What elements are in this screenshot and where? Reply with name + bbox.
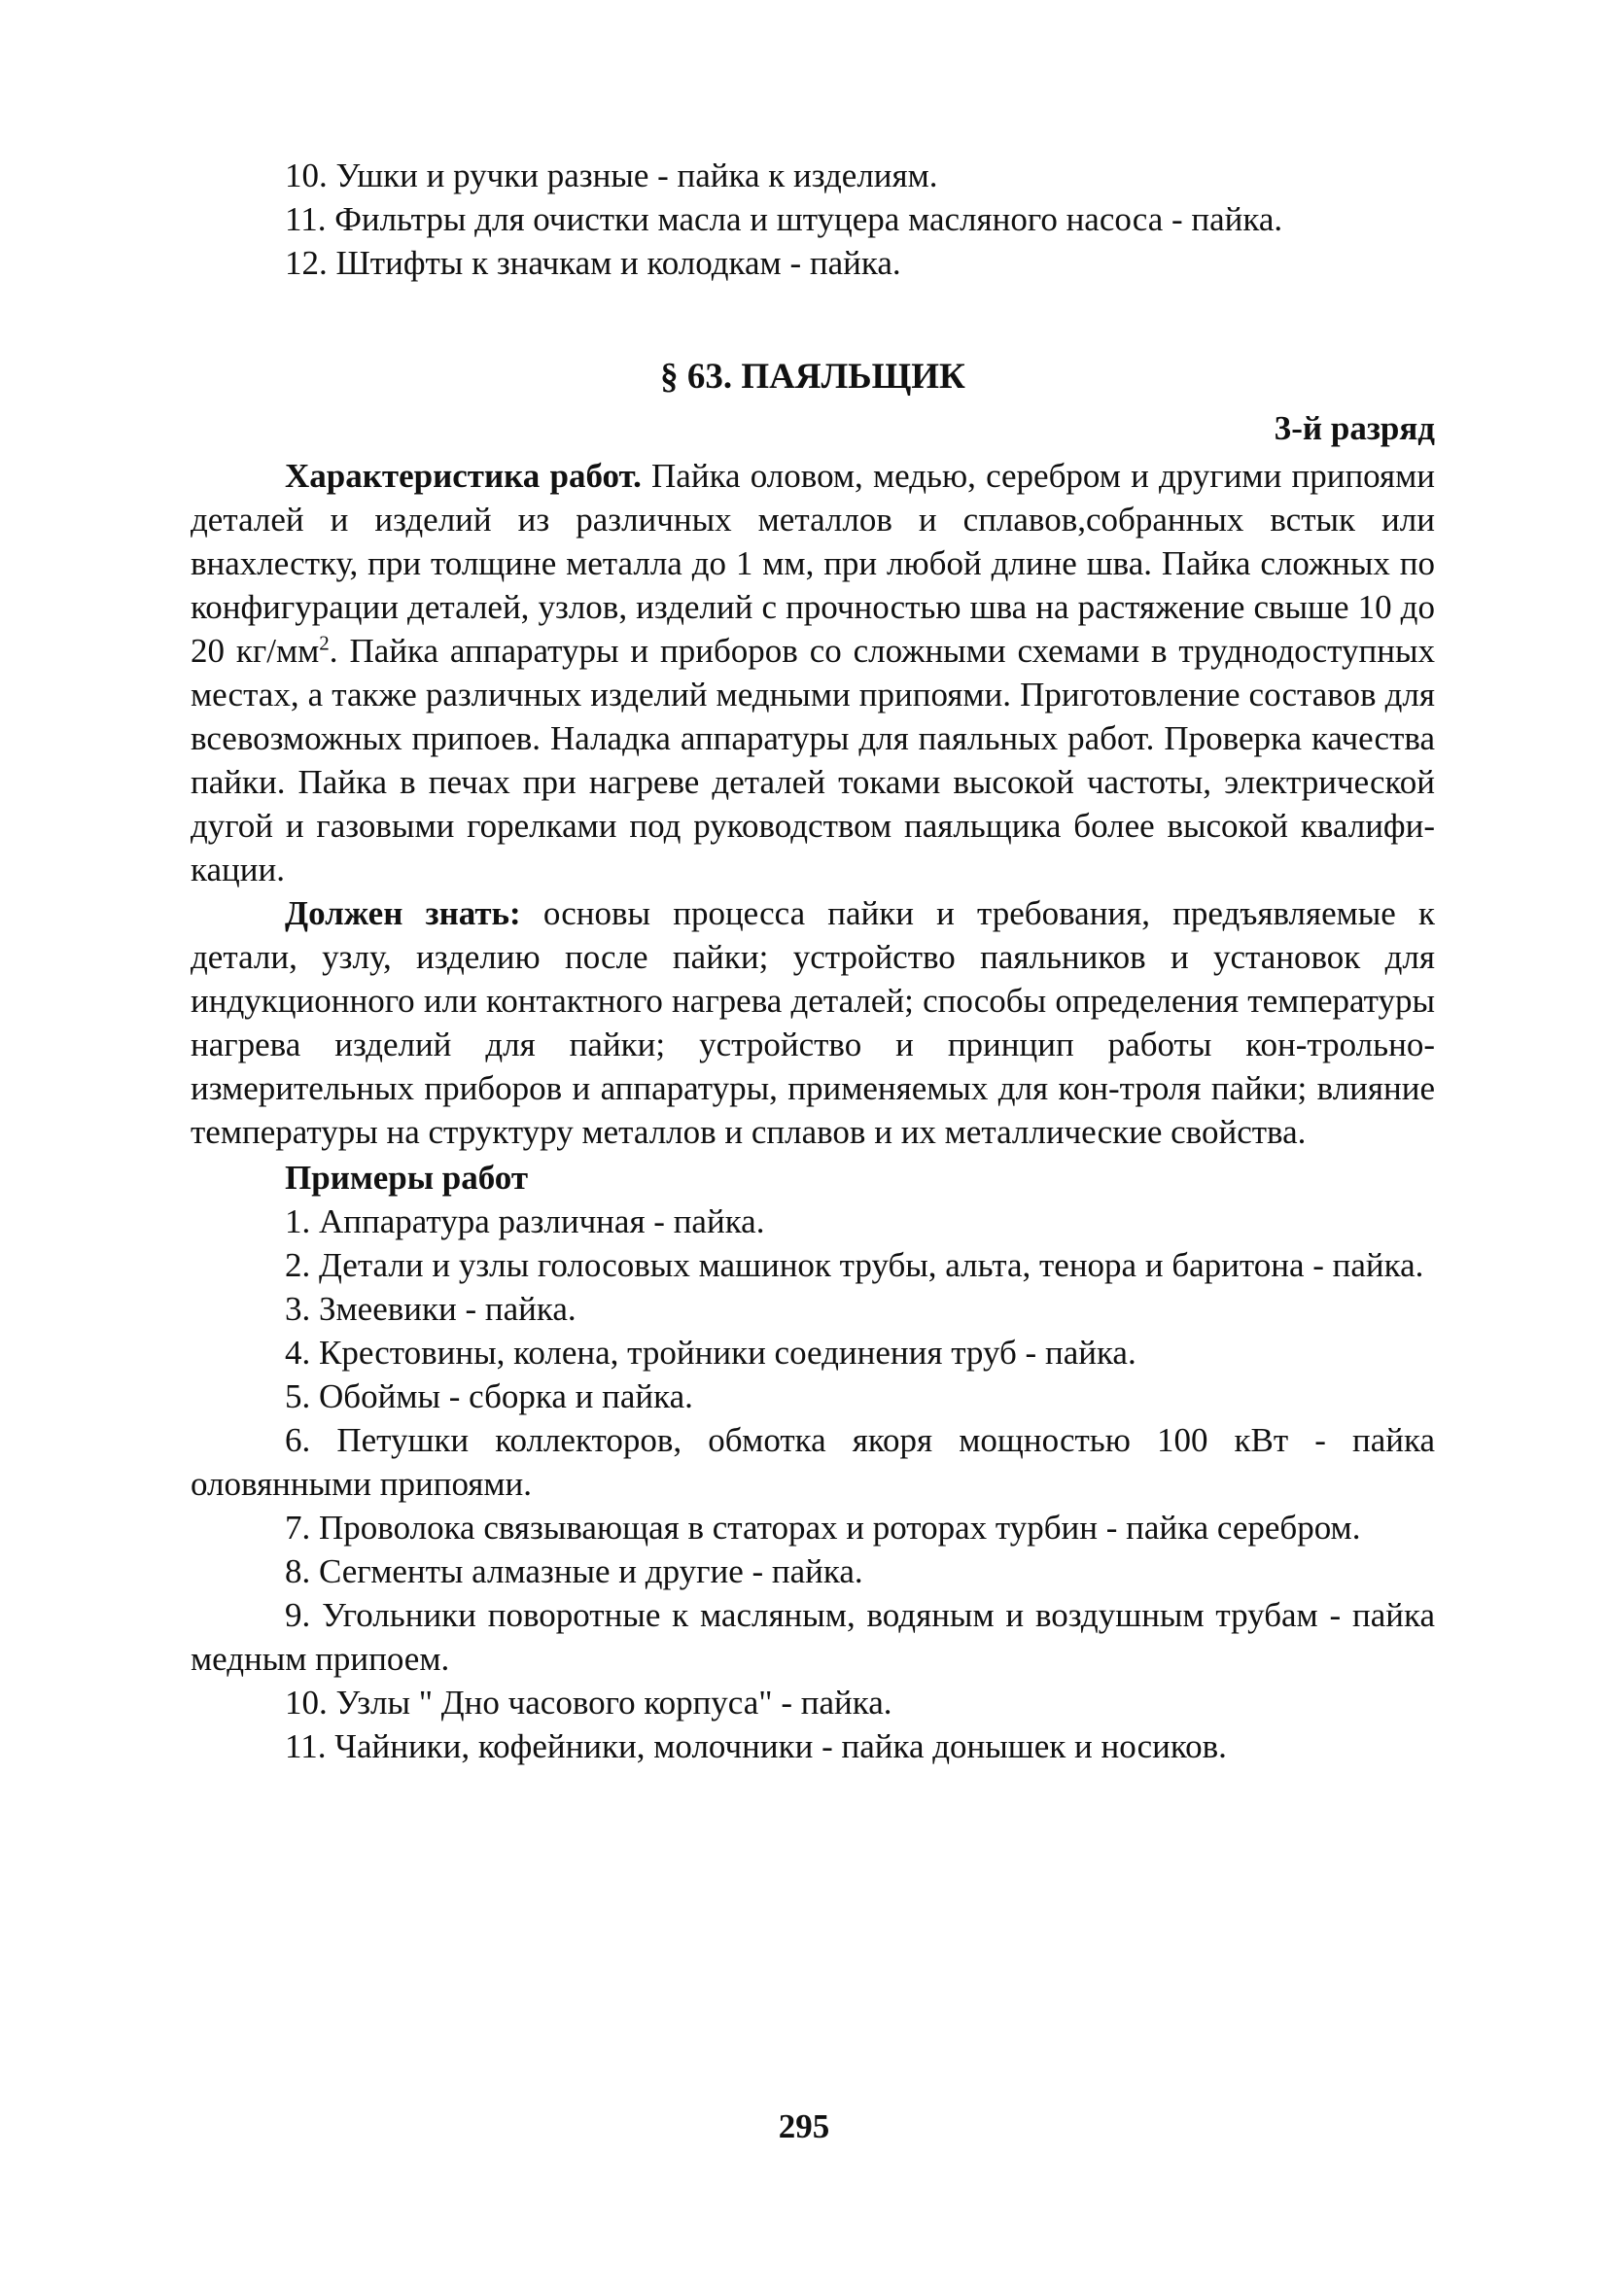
list-item: 10. Узлы " Дно часового корпуса" - пайка. xyxy=(285,1684,892,1722)
examples-heading: Примеры работ xyxy=(285,1159,529,1197)
page-number: 295 xyxy=(778,2107,830,2145)
list-item: 3. Змеевики - пайка. xyxy=(285,1290,577,1328)
list-item: 8. Сегменты алмазные и другие - пайка. xyxy=(285,1552,863,1590)
knowledge-text: основы процесса пайки и требования, предъявляемые к детали, узлу, изделию после пайки; устройство паяльников и установок для индукционного или контактного нагрева деталей; способы определения температуры нагрева изделий для пайки; устройство и принцип работы кон-трольно-измерительных приборов и аппаратуры, применяемых для кон-троля пайки; влияние температуры на структуру металлов и сплавов и их металлические свойства. xyxy=(191,894,1435,1151)
grade-label: 3-й разряд xyxy=(1274,409,1435,447)
superscript-exponent: 2 xyxy=(319,631,330,655)
list-item: 12. Штифты к значкам и колодкам - пайка. xyxy=(285,244,901,282)
knowledge-paragraph xyxy=(191,891,1435,1154)
list-item: 10. Ушки и ручки разные - пайка к изделиям. xyxy=(285,157,938,194)
characteristics-text-part-1: Пайка оловом, медью, серебром и другими припоями деталей и изделий из различных металлов и сплавов,собранных встык или внахлестку, при толщине металла до 1 мм, при любой длине шва. Пайка сложных по конфигурации деталей, узлов, изделий с прочностью шва на растяжение свыше 10 до 20 кг/мм xyxy=(191,457,1435,670)
list-item: 6. Петушки коллекторов, обмотка якоря мощностью 100 кВт - пайка оловянными припоями. xyxy=(191,1421,1435,1503)
characteristics-text-part-2: . Пайка аппаратуры и приборов со сложными схемами в труднодоступных местах, а также различных изделий медными припоями. Приготовление составов для всевозможных припоев. Наладка аппаратуры для паяльных работ. Проверка качества пайки. Пайка в печах при нагреве деталей токами высокой частоты, электрической дугой и газовыми горелками под руководством паяльщика более высокой квалифи-кации. xyxy=(191,632,1435,888)
knowledge-label: Должен знать: xyxy=(285,894,521,932)
examples-list xyxy=(191,1200,1435,1768)
list-item: 11. Фильтры для очистки масла и штуцера масляного насоса - пайка. xyxy=(285,200,1283,238)
list-item: 9. Угольники поворотные к масляным, водяным и воздушным трубам - пайка медным припоем. xyxy=(191,1596,1435,1678)
characteristics-label: Характеристика работ. xyxy=(285,457,642,495)
previous-examples-list xyxy=(191,154,1435,285)
list-item: 1. Аппаратура различная - пайка. xyxy=(285,1202,765,1240)
characteristics-paragraph xyxy=(191,454,1435,891)
list-item: 5. Обоймы - сборка и пайка. xyxy=(285,1377,693,1415)
section-heading: § 63. ПАЯЛЬЩИК xyxy=(660,357,965,397)
list-item: 7. Проволока связывающая в статорах и роторах турбин - пайка серебром. xyxy=(285,1509,1361,1547)
list-item: 4. Крестовины, колена, тройники соединения труб - пайка. xyxy=(285,1334,1136,1372)
document-page xyxy=(191,146,1435,1768)
list-item: 2. Детали и узлы голосовых машинок трубы, альта, тенора и баритона - пайка. xyxy=(285,1246,1424,1284)
list-item: 11. Чайники, кофейники, молочники - пайка донышек и носиков. xyxy=(285,1727,1227,1765)
